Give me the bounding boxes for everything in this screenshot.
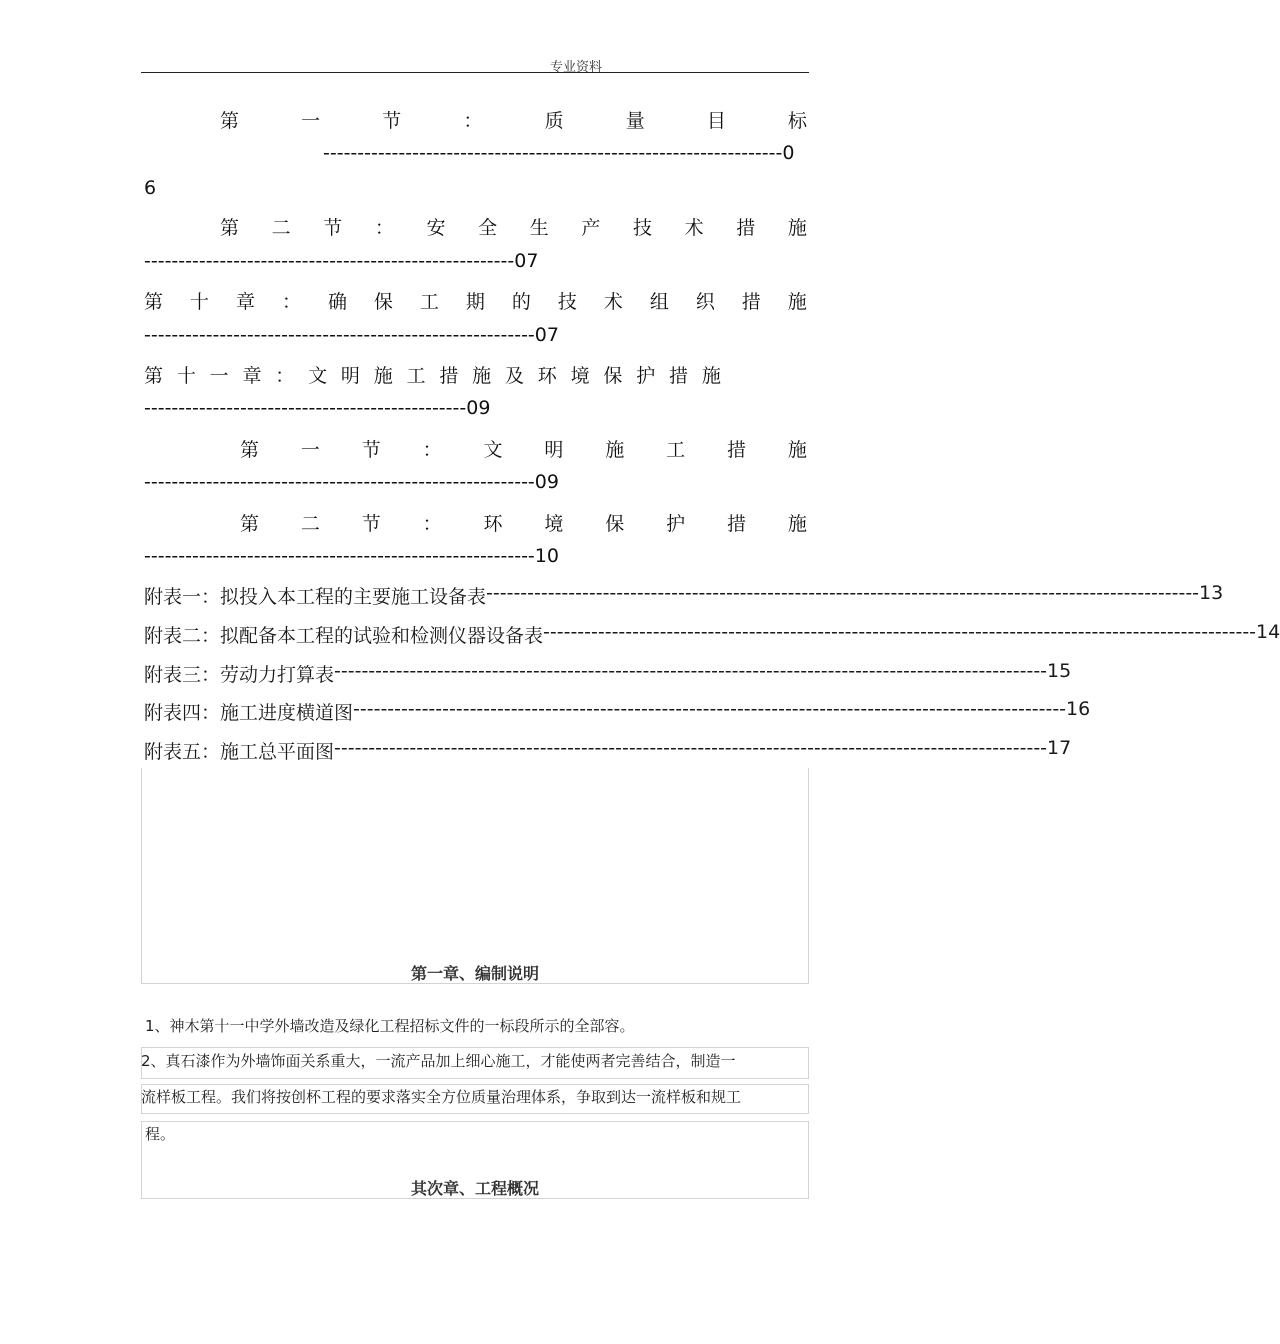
toc-page-quality-goal: 6 [144, 177, 157, 199]
page-header-title: 专业资料 [549, 60, 602, 75]
toc-leaders-chapter-11: -----------------------------------------------09 [144, 397, 491, 419]
chapter-1-paragraph-2-line-1: 2、真石漆作为外墙饰面关系重大，一流产品加上细心施工，才能使两者完善结合，制造一 [141, 1052, 736, 1070]
toc-appendix-2[interactable]: 附表二：拟配备本工程的试验和检测仪器设备表 -------------------------------------------------------------------------------------------------------- 14 [144, 621, 1280, 647]
toc-entry-chapter-11[interactable]: 第 十 一 章 ： 文 明 施 工 措 施 及 环 境 保 护 措 施 [144, 365, 721, 387]
chapter-1-title-frame [141, 768, 809, 984]
toc-entry-safety[interactable]: 第 二 节 ： 安 全 生 产 技 术 措 施 [220, 217, 807, 239]
toc-leaders-chapter-10: ---------------------------------------------------------07 [144, 324, 559, 346]
toc-appendix-1[interactable]: 附表一：拟投入本工程的主要施工设备表 -------------------------------------------------------------------------------------------------------- 13 [144, 582, 1224, 608]
toc-entry-environmental-protection[interactable]: 第 二 节 ： 环 境 保 护 措 施 [240, 513, 807, 535]
toc-leaders-civilized-construction: ---------------------------------------------------------09 [144, 471, 559, 493]
toc-entry-chapter-10[interactable]: 第 十 章 ： 确 保 工 期 的 技 术 组 织 措 施 [144, 291, 807, 313]
chapter-1-paragraph-2-line-2: 流样板工程。我们将按创杯工程的要求落实全方位质量治理体系，争取到达一流样板和规工 [141, 1088, 742, 1106]
toc-entry-civilized-construction[interactable]: 第 一 节 ： 文 明 施 工 措 施 [240, 439, 807, 461]
toc-entry-quality-goal[interactable]: 第 一 节 ： 质 量 目 标 [220, 110, 807, 132]
toc-leaders-quality-goal: -------------------------------------------------------------------0 [323, 142, 795, 164]
chapter-1-paragraph-2-line-3: 程。 [145, 1125, 176, 1143]
toc-appendix-3[interactable]: 附表三：劳动力打算表 -------------------------------------------------------------------------------------------------------- 15 [144, 660, 1072, 686]
toc-leaders-safety: ------------------------------------------------------07 [144, 250, 539, 272]
chapter-2-title: 其次章、工程概况 [410, 1179, 539, 1198]
chapter-1-title: 第一章、编制说明 [410, 964, 539, 983]
header-rule [141, 72, 809, 73]
toc-appendix-4[interactable]: 附表四：施工进度横道图 -------------------------------------------------------------------------------------------------------- 16 [144, 698, 1091, 724]
toc-leaders-environmental-protection: ---------------------------------------------------------10 [144, 545, 559, 567]
toc-appendix-5[interactable]: 附表五：施工总平面图 -------------------------------------------------------------------------------------------------------- 17 [144, 737, 1072, 763]
chapter-1-paragraph-1: 1、神木第十一中学外墙改造及绿化工程招标文件的一标段所示的全部容。 [145, 1017, 635, 1035]
